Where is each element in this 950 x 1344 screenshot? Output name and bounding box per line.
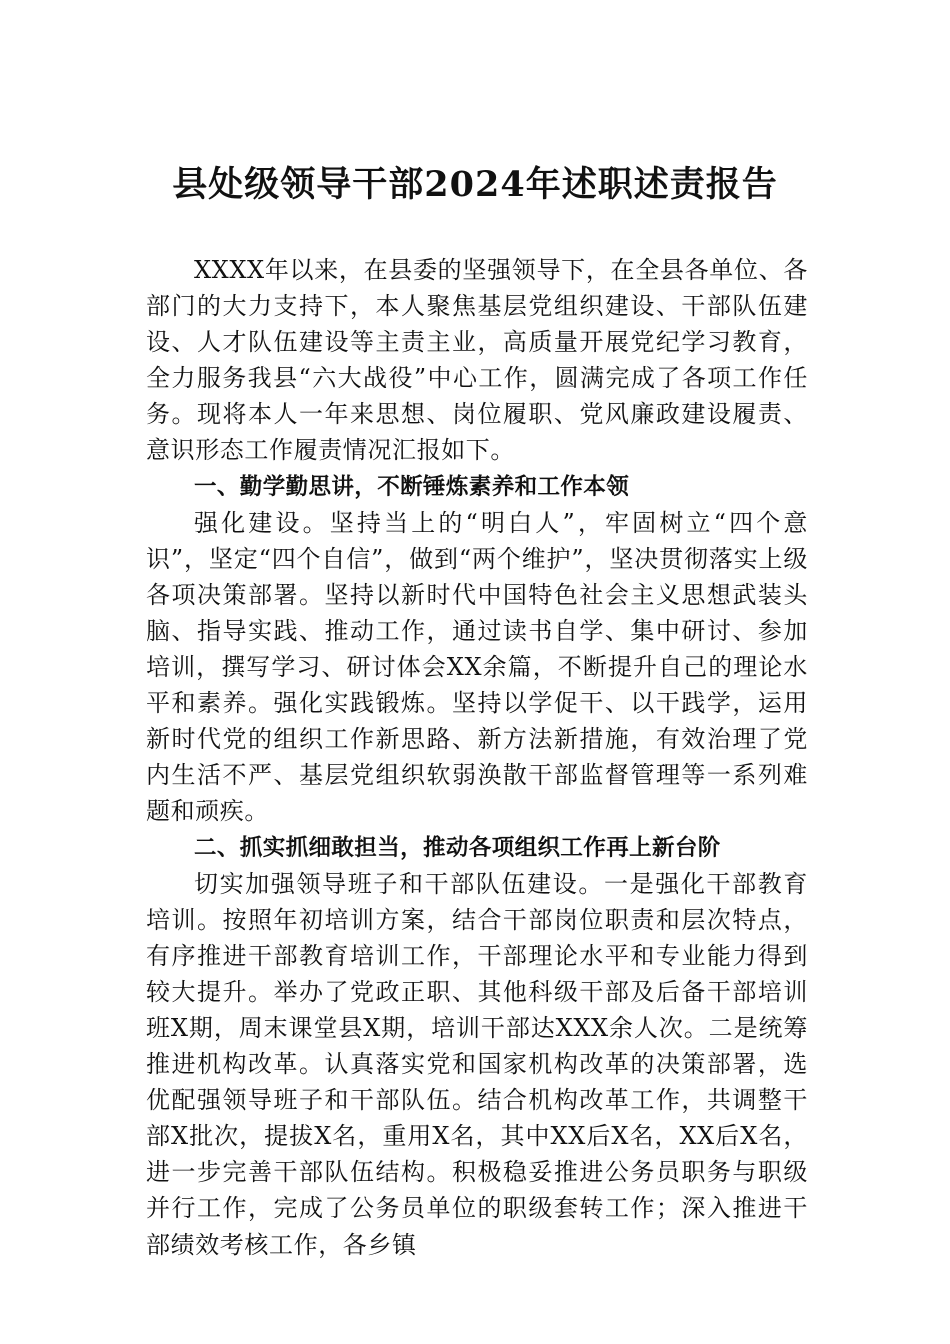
section-1-heading: 一、勤学勤思讲，不断锤炼素养和工作本领: [194, 473, 630, 500]
document-body: [146, 252, 808, 1263]
intro-paragraph: XXXX年以来，在县委的坚强领导下，在全县各单位、各部门的大力支持下，本人聚焦基层党组织建设、干部队伍建设、人才队伍建设等主责主业，高质量开展党纪学习教育，全力服务我县“六大战役”中心工作，圆满完成了各项工作任务。现将本人一年来思想、岗位履职、党风廉政建设履责、意识形态工作履责情况汇报如下。: [146, 256, 808, 465]
section-2-paragraph: 切实加强领导班子和干部队伍建设。一是强化干部教育培训。按照年初培训方案，结合干部岗位职责和层次特点，有序推进干部教育培训工作，干部理论水平和专业能力得到较大提升。举办了党政正职、其他科级干部及后备干部培训班X期，周末课堂县X期，培训干部达XXX余人次。二是统筹推进机构改革。认真落实党和国家机构改革的决策部署，选优配强领导班子和干部队伍。结合机构改革工作，共调整干部X批次，提拔X名，重用X名，其中XX后X名，XX后X名，进一步完善干部队伍结构。积极稳妥推进公务员职务与职级并行工作，完成了公务员单位的职级套转工作；深入推进干部绩效考核工作，各乡镇: [146, 869, 808, 1259]
document-title: 县处级领导干部2024年述职述责报告: [172, 164, 778, 205]
section-2-heading: 二、抓实抓细敢担当，推动各项组织工作再上新台阶: [194, 834, 721, 861]
section-1-paragraph: 强化建设。坚持当上的“明白人”，牢固树立“四个意识”，坚定“四个自信”，做到“两个维护”，坚决贯彻落实上级各项决策部署。坚持以新时代中国特色社会主义思想武装头脑、指导实践、推动工作，通过读书自学、集中研讨、参加培训，撰写学习、研讨体会XX余篇，不断提升自己的理论水平和素养。强化实践锻炼。坚持以学促干、以干践学，运用新时代党的组织工作新思路、新方法新措施，有效治理了党内生活不严、基层党组织软弱涣散干部监督管理等一系列难题和顽疾。: [146, 508, 808, 826]
